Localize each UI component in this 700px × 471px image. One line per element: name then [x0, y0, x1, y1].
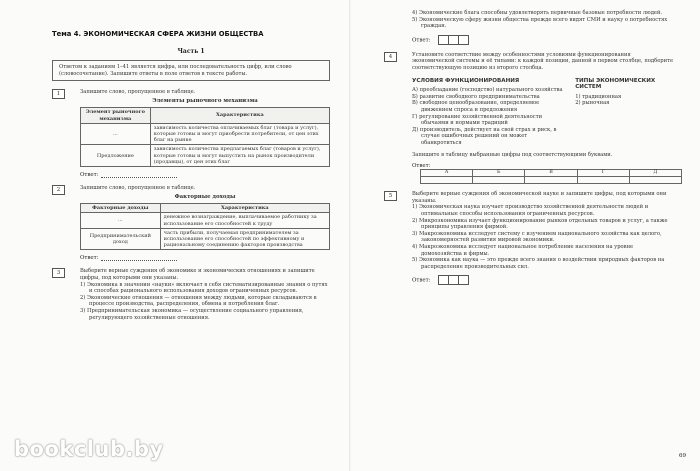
answer-grid[interactable] — [420, 169, 682, 184]
option: 3) Предпринимательская экономика — осуществление социального управления, регулирующего хозяйственные отношения. — [80, 307, 304, 321]
option: В) свободное ценообразование, определяемое движением спроса и предложения — [412, 100, 540, 113]
task-5 — [384, 191, 674, 270]
task-3 — [52, 268, 330, 321]
option: 2) рыночная — [575, 100, 610, 107]
table-cell: Предпринимательский доход — [81, 228, 161, 250]
task-prompt: Установите соответствие между особенностями условиями функционирования экономической системы и её типами: к каждой позиции, данной в первом столбце, подберите соответствующую позицию из второго столбца. — [412, 51, 674, 71]
option: 4) Экономические блага способны удовлетворять первичные базовые потребности людей. — [412, 10, 663, 16]
grid-cell[interactable] — [421, 177, 473, 184]
task-3-continued — [384, 10, 674, 30]
table-cell: зависимость количества оплачиваемых благ (товара и услуг), которые готовы и могут приобрести потребители, от цен этих благ на рынке — [150, 123, 329, 145]
watermark-logo: bookclub.by — [14, 437, 164, 461]
answer-label: Ответ: — [412, 37, 431, 44]
answer-label: Ответ: — [80, 255, 99, 262]
answer-label: Ответ: — [412, 277, 431, 284]
column-header: УСЛОВИЯ ФУНКЦИОНИРОВАНИЯ — [412, 77, 520, 84]
answer-boxes[interactable] — [438, 275, 469, 285]
option: 1) Экономическая наука изучает производство хозяйственной деятельности людей и оптимальные способы использования ограниченных ресурсов. — [412, 204, 649, 218]
option: 4) Макроэкономика исследует национальное потребление населения на уровне домохозяйства и фирмы. — [412, 244, 634, 257]
option: А) преобладание (господство) натурального хозяйства — [412, 87, 563, 94]
answer-field — [80, 172, 330, 178]
option: Б) развитие свободного предпринимательства — [412, 93, 540, 100]
option: 3) Макроэкономика исследует систему с изучением национального хозяйства как целого, закономерностей развития мировой экономики. — [412, 230, 662, 244]
task-number: 4 — [384, 52, 397, 62]
answer-field — [412, 163, 674, 184]
answer-line[interactable] — [101, 260, 177, 261]
table-row — [81, 123, 330, 145]
part-title: Часть 1 — [177, 48, 205, 55]
table-cell: ... — [81, 213, 161, 228]
table-cell: ... — [81, 123, 151, 145]
task-number: 1 — [52, 89, 65, 99]
option: 1) Экономика в значении «науки» включает в себя систематизированные знания о путях и способах рационального использования доходов ограниченных ресурсов. — [80, 281, 328, 295]
answer-label: Ответ: — [412, 163, 431, 170]
answer-field — [412, 275, 674, 285]
task-number: 2 — [52, 185, 65, 195]
task-number: 3 — [52, 268, 65, 278]
table-cell: денежное вознаграждение, выплачиваемое работнику за использование его способностей к труду — [160, 213, 329, 228]
task-prompt: Выберите верные суждения об экономике и экономических отношениях и запишите цифры, под которыми они указаны. — [80, 268, 315, 281]
column-header: ТИПЫ ЭКОНОМИЧЕСКИХ СИСТЕМ — [575, 77, 656, 91]
grid-cell[interactable] — [577, 177, 629, 184]
task-2 — [52, 185, 330, 250]
table-cell: Предложение — [81, 145, 151, 167]
grid-letter: Г — [577, 170, 629, 177]
answer-boxes[interactable] — [438, 35, 469, 45]
page-number: 69 — [679, 453, 686, 459]
types-column — [569, 78, 674, 147]
grid-cell[interactable] — [473, 177, 525, 184]
option: Г) регулирование хозяйственной деятельности обычаями и нормами традиций — [412, 113, 543, 127]
answer-field — [80, 255, 330, 261]
grid-cell[interactable] — [525, 177, 577, 184]
option: 2) Микроэкономика изучает функционирование рынков отдельных товаров и услуг, а также принципы управления фирмой. — [412, 217, 668, 231]
table-header: Элемент рыночного механизма — [81, 108, 151, 123]
conditions-column — [412, 78, 569, 147]
task-1-table — [80, 107, 330, 167]
option: 2) Экономические отношения — отношения между людьми, которые складываются в процессе производства, распределения, обмена и потребления благ. — [80, 294, 317, 308]
answer-label: Ответ: — [80, 172, 99, 178]
table-prompt: Запишите в таблицу выбранные цифры под соответствующими буквами. — [412, 151, 613, 158]
table-row — [81, 228, 330, 250]
table-cell: зависимость количества предлагаемых благ (товаров и услуг), которые готовы и могут выпустить на рынок производители (продавцы), от цен этих благ — [150, 145, 329, 167]
topic-title: Тема 4. ЭКОНОМИЧЕСКАЯ СФЕРА ЖИЗНИ ОБЩЕСТВА — [52, 30, 264, 38]
task-prompt: Выберите верные суждения об экономической науке и запишите цифры, под которыми они указаны. — [412, 191, 667, 204]
table-header: Характеристика — [160, 204, 329, 213]
option: Д) производитель, действует на свой страх и риск, в случае ошибочных решений он может обанкротиться — [412, 126, 557, 146]
table-row — [81, 213, 330, 228]
grid-letter: Д — [629, 170, 681, 177]
table-header: Факторные доходы — [81, 204, 161, 213]
option: 5) Экономика как наука — это прежде всего знания о воздействии природных факторов на распределение производительных сил. — [412, 257, 665, 270]
table-header: Характеристика — [150, 108, 329, 123]
table-caption: Факторные доходы — [174, 193, 236, 200]
grid-letter: Б — [473, 170, 525, 177]
grid-letter: А — [421, 170, 473, 177]
task-prompt: Запишите слово, пропущенное в таблице. — [80, 185, 196, 191]
right-page — [350, 0, 700, 471]
instructions-box: Ответом к заданиям 1–41 является цифра, или последовательность цифр, или слово (словосочетание). Запишите ответы в поле ответов в тексте работы. — [52, 60, 330, 81]
task-prompt: Запишите слово, пропущенное в таблице. — [80, 89, 196, 96]
table-caption: Элементы рыночного механизма — [152, 97, 258, 104]
table-cell: часть прибыли, получаемая предпринимателем за использование его способностей по эффективному и рациональному соединению факторов производства — [160, 228, 329, 250]
answer-field — [412, 35, 674, 45]
table-row — [81, 145, 330, 167]
option: 5) Экономическую сферу жизни общества прежде всего видят СМИ и науку о потребностях граждан. — [412, 16, 668, 30]
option: 1) традиционная — [575, 93, 622, 100]
task-number: 5 — [384, 191, 397, 201]
grid-cell[interactable] — [629, 177, 681, 184]
task-1 — [52, 89, 330, 167]
task-4 — [384, 52, 674, 158]
grid-letter: В — [525, 170, 577, 177]
answer-line[interactable] — [101, 177, 177, 178]
task-2-table — [80, 203, 330, 250]
